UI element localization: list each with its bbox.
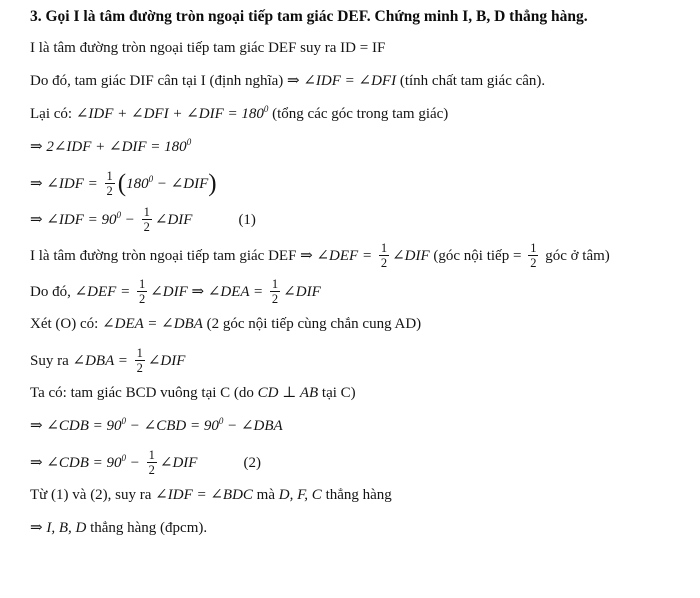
text-run: (góc nội tiếp = [429, 247, 526, 264]
big-paren: ) [208, 169, 217, 197]
proof-line [30, 416, 676, 436]
proof-line [30, 104, 676, 124]
fraction-denominator: 2 [271, 292, 279, 306]
fraction-numerator: 1 [271, 277, 279, 291]
degree-superscript: 0 [148, 173, 154, 184]
proof-line [30, 449, 676, 478]
degree-superscript: 0 [121, 452, 127, 463]
text-run: Xét (O) có: [30, 316, 103, 332]
math-run: − ∠DBA [223, 418, 283, 434]
degree-superscript: 0 [218, 416, 224, 426]
fraction-numerator: 1 [148, 448, 155, 462]
fraction-numerator: 1 [380, 241, 388, 255]
text-run: góc ở tâm) [541, 247, 610, 264]
math-run: ∠DIF ⇒ ∠DEA = [150, 283, 267, 300]
fraction [379, 241, 389, 270]
text-run: Suy ra [30, 352, 73, 369]
proof-line [30, 137, 676, 157]
math-run: ∠DIF [159, 454, 198, 471]
math-run: ∠DIF [147, 352, 186, 369]
fraction-numerator: 1 [143, 205, 150, 219]
proof-line [30, 485, 676, 505]
degree-superscript: 0 [116, 209, 121, 220]
fraction [142, 205, 152, 234]
math-run: 180 [126, 175, 149, 192]
text-run: Do đó, tam giác DIF cân tại I (định nghĩa) [30, 73, 288, 89]
proof-line [30, 518, 676, 538]
proof-content [30, 7, 676, 538]
text-run: Ta có: tam giác BCD vuông tại C (do [30, 385, 258, 401]
equation-label: (2) [243, 454, 261, 471]
text-run: I là tâm đường tròn ngoại tiếp tam giác DEF [30, 247, 301, 264]
text-run: Lại có: [30, 106, 76, 122]
proof-line [30, 347, 676, 376]
big-paren: ( [117, 169, 127, 197]
proof-line [30, 206, 676, 235]
math-run: ∠DBA = [72, 352, 132, 369]
degree-superscript: 0 [121, 416, 127, 426]
math-run: ⇒ I, B, D [30, 520, 87, 536]
fraction-denominator: 2 [530, 256, 537, 270]
degree-superscript: 0 [263, 104, 269, 114]
text-run: I là tâm đường tròn ngoại tiếp tam giác DEF suy ra ID = IF [30, 40, 386, 56]
math-run: ∠IDF + ∠DFI + ∠DIF = 180 [75, 106, 264, 122]
text-run: (tổng các góc trong tam giác) [268, 106, 449, 122]
math-run: − ∠CBD = 90 [126, 418, 219, 434]
math-run: ⇒ ∠CDB = 90 [30, 454, 122, 471]
fraction [135, 346, 145, 375]
math-run: ⇒ ∠CDB = 90 [30, 418, 122, 434]
fraction-numerator: 1 [106, 169, 113, 183]
text-run: Do đó, [30, 283, 75, 300]
proof-line [30, 278, 676, 307]
math-run: ⇒ ∠DEF = [300, 247, 376, 264]
math-run: ⇒ ∠IDF = [30, 175, 102, 192]
math-run: ∠IDF = ∠BDC [155, 487, 253, 503]
equation-label: (1) [238, 211, 256, 228]
math-run: ∠DIF [283, 283, 321, 300]
text-run: Từ (1) và (2), suy ra [30, 487, 156, 503]
fraction-denominator: 2 [148, 463, 155, 477]
math-run: ∠DIF [154, 211, 193, 228]
fraction-denominator: 2 [380, 256, 388, 270]
text-run: mà [252, 487, 279, 503]
fraction-numerator: 1 [138, 277, 146, 291]
math-run: ⇒ ∠IDF = ∠DFI [287, 73, 397, 89]
math-run: ⇒ 2∠IDF + ∠DIF = 180 [30, 139, 187, 155]
fraction [528, 241, 538, 270]
text-run: tại C) [318, 385, 356, 401]
math-run: − ∠DIF [153, 175, 209, 192]
math-run: CD ⊥ AB [257, 385, 319, 401]
text-run: 3. Gọi I là tâm đường tròn ngoại tiếp tam giác DEF. Chứng minh I, B, D thẳng hàng. [30, 8, 588, 25]
proof-line [30, 71, 676, 91]
math-run: ∠DEA = ∠DBA [102, 316, 203, 332]
proof-line [30, 242, 676, 271]
math-run: − [121, 211, 139, 228]
fraction-numerator: 1 [136, 346, 143, 360]
degree-superscript: 0 [186, 137, 192, 147]
fraction-denominator: 2 [138, 292, 146, 306]
math-run: D, F, C [278, 487, 322, 503]
text-run: (2 góc nội tiếp cùng chắn cung AD) [202, 316, 422, 332]
fraction-denominator: 2 [106, 184, 113, 198]
proof-line [30, 38, 676, 58]
text-run: thẳng hàng (đpcm). [86, 520, 208, 536]
fraction-denominator: 2 [136, 361, 143, 375]
text-run: (tính chất tam giác cân). [396, 73, 546, 89]
math-run: ∠DIF [392, 247, 430, 264]
text-run: thẳng hàng [321, 487, 392, 503]
proof-line [30, 314, 676, 334]
fraction [147, 448, 157, 477]
problem-title [30, 7, 676, 27]
math-run: ∠DEF = [74, 283, 134, 300]
fraction-denominator: 2 [143, 220, 150, 234]
fraction-numerator: 1 [530, 241, 537, 255]
math-run: ⇒ ∠IDF = 90 [30, 211, 117, 228]
fraction [105, 169, 115, 198]
fraction [137, 277, 147, 306]
fraction [270, 277, 280, 306]
proof-line [30, 170, 676, 199]
proof-line [30, 383, 676, 403]
math-run: − [126, 454, 144, 471]
